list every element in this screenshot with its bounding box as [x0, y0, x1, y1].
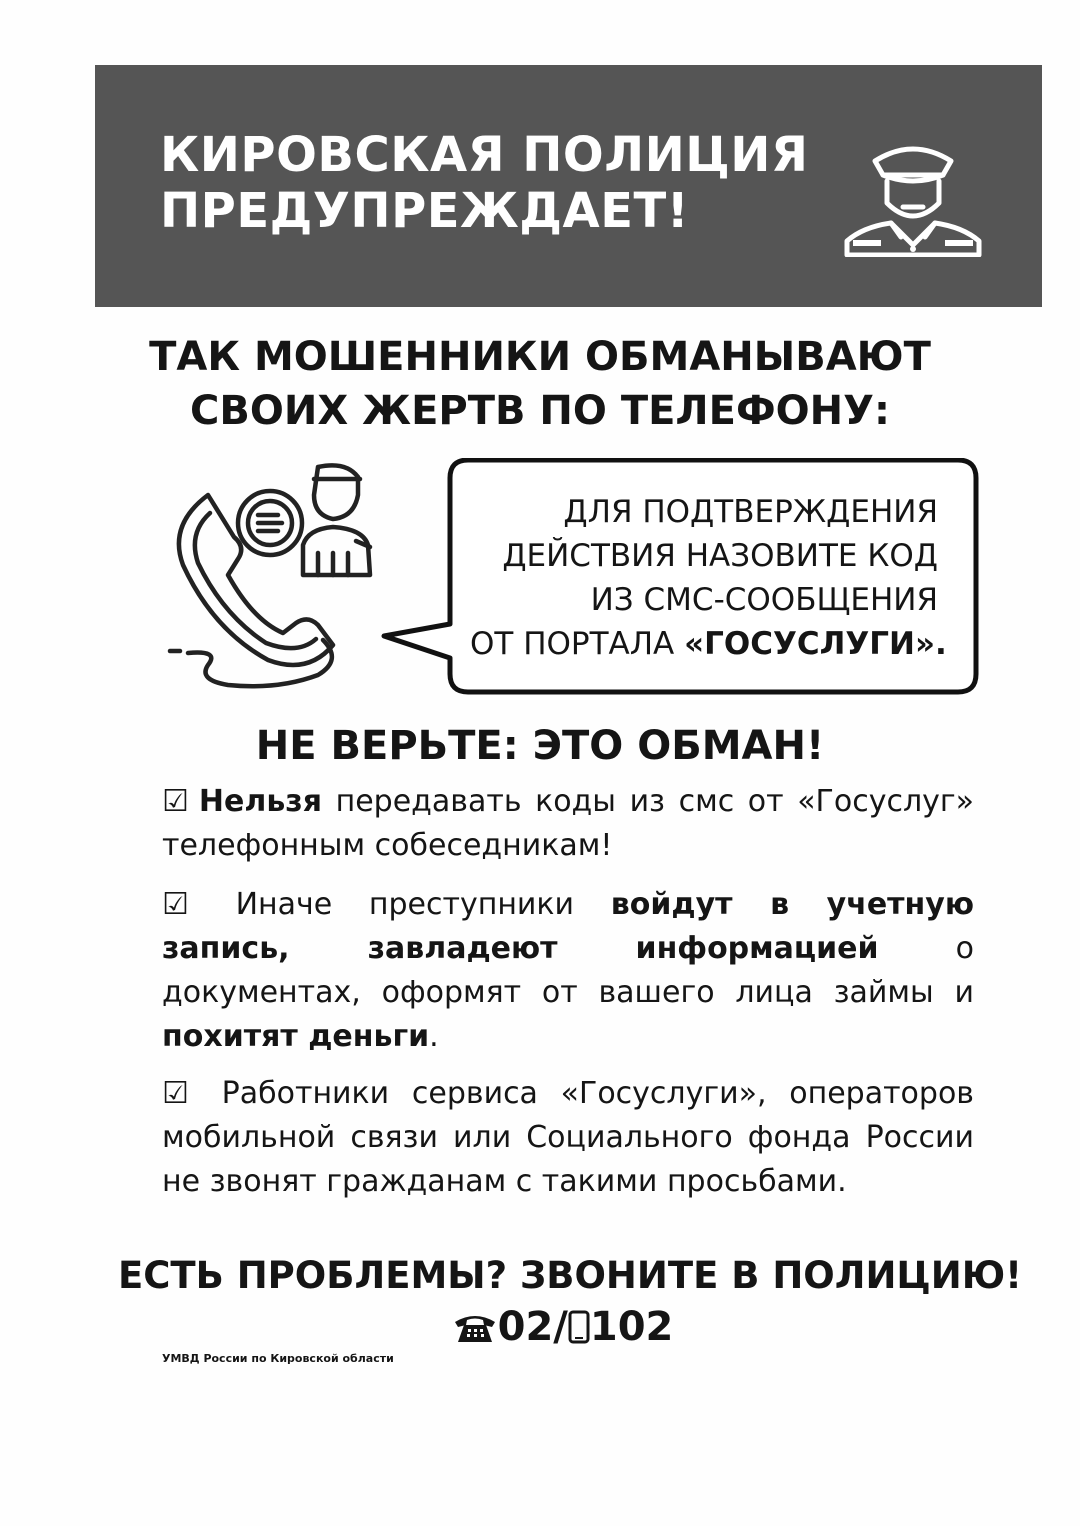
advice-point-2-text3: .: [429, 1019, 439, 1054]
advice-point-2-bold2: похитят деньги: [162, 1019, 430, 1054]
scam-message-line4: [470, 622, 947, 666]
police-phone-numbers: [0, 1302, 1080, 1352]
advice-point-2-text1: Иначе преступники: [198, 887, 611, 922]
scam-message: [470, 490, 947, 666]
phone-call-illustration: [158, 455, 408, 700]
advice-point-1-text: передавать коды из смс от «Госуслуг» телефонным собеседникам!: [162, 784, 974, 863]
advice-point-3-text: Работники сервиса «Госуслуги», операторов мобильной связи или Социального фонда России не звонят гражданам с такими просьбами.: [162, 1076, 974, 1199]
advice-point-3: [162, 1072, 974, 1204]
police-officer-icon: [843, 137, 983, 257]
landline-number: 02/: [497, 1304, 568, 1350]
advice-point-2-text2: о документах, оформят от вашего лица займы и: [162, 931, 974, 1010]
scam-message-line1: ДЛЯ ПОДТВЕРЖДЕНИЯ: [563, 494, 938, 530]
advice-point-2-bold1: войдут в учетную запись, завладеют информацией: [162, 887, 974, 966]
headline: [0, 330, 1080, 438]
scam-message-line4-prefix: ОТ ПОРТАЛА: [470, 626, 685, 662]
scam-message-line3: ИЗ СМС-СООБЩЕНИЯ: [590, 582, 938, 618]
advice-point-2: [162, 883, 974, 1059]
footer-organization: УМВД России по Кировской области: [162, 1352, 394, 1365]
checkbox-icon: ☑: [162, 887, 189, 922]
banner-title-line2: ПРЕДУПРЕЖДАЕТ!: [160, 183, 690, 239]
headline-line2: СВОИХ ЖЕРТВ ПО ТЕЛЕФОНУ:: [190, 388, 890, 434]
headline-line1: ТАК МОШЕННИКИ ОБМАНЫВАЮТ: [149, 334, 931, 380]
telephone-icon: [452, 1310, 498, 1344]
header-banner: [95, 65, 1042, 307]
advice-point-1-bold: Нельзя: [198, 784, 322, 819]
banner-title-line1: КИРОВСКАЯ ПОЛИЦИЯ: [160, 127, 809, 183]
gosuslugi-name: «ГОСУСЛУГИ».: [684, 626, 947, 662]
warning-heading: НЕ ВЕРЬТЕ: ЭТО ОБМАН!: [255, 723, 825, 769]
checkbox-icon: ☑: [162, 784, 189, 819]
advice-point-1: [162, 780, 974, 868]
checkbox-icon: ☑: [162, 1076, 189, 1111]
call-police-heading: ЕСТЬ ПРОБЛЕМЫ? ЗВОНИТЕ В ПОЛИЦИЮ!: [117, 1254, 1023, 1297]
scam-message-line2: ДЕЙСТВИЯ НАЗОВИТЕ КОД: [502, 538, 938, 574]
mobile-number: 102: [589, 1304, 674, 1350]
mobile-phone-icon: [568, 1310, 590, 1344]
banner-title: [160, 127, 808, 239]
